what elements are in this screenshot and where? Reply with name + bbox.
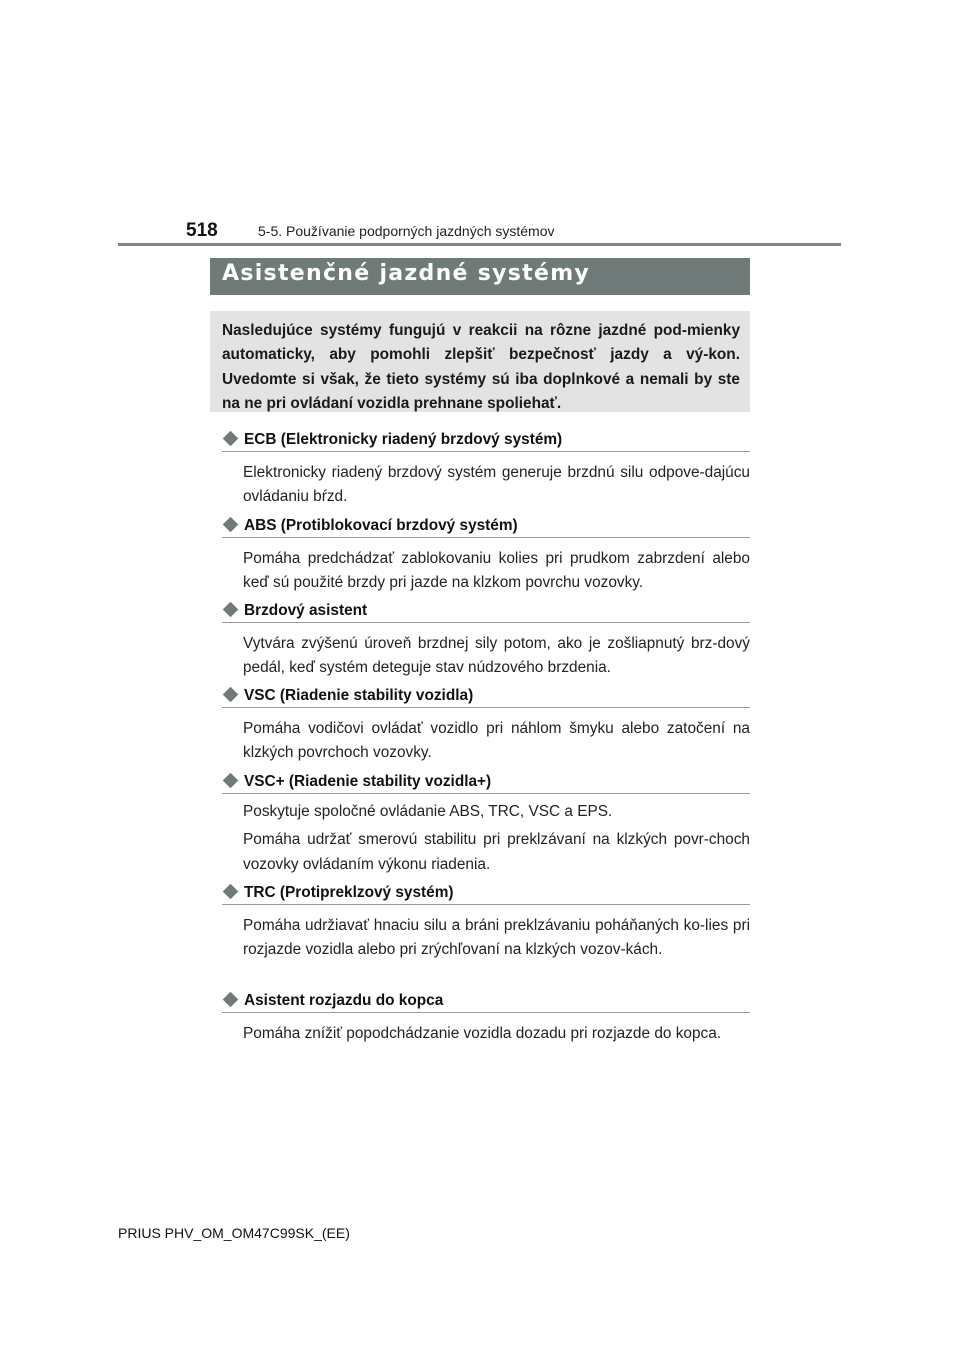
item-paragraph: Pomáha udržať smerovú stabilitu pri preklzávaní na klzkých povr-choch vozovky ovládaním výkonu riadenia. xyxy=(243,831,750,873)
footer-document-code: PRIUS PHV_OM_OM47C99SK_(EE) xyxy=(118,1225,350,1241)
item-paragraph: Pomáha udržiavať hnaciu silu a bráni preklzávaniu poháňaných ko-lies pri rozjazde vozidla alebo pri zrýchľovaní na klzkých vozov-kách. xyxy=(243,917,750,959)
item-title: ABS (Protiblokovací brzdový systém) xyxy=(244,516,518,534)
item-title: VSC+ (Riadenie stability vozidla+) xyxy=(244,772,492,790)
list-item xyxy=(222,514,750,599)
list-item xyxy=(222,989,750,1075)
diamond-bullet-icon xyxy=(223,884,239,900)
item-paragraph: Pomáha znížiť popodchádzanie vozidla dozadu pri rozjazde do kopca. xyxy=(243,1025,722,1042)
diamond-bullet-icon xyxy=(223,517,239,533)
page-number: 518 xyxy=(186,220,218,241)
title-banner xyxy=(210,258,750,295)
item-description xyxy=(222,1013,750,1046)
item-title: Brzdový asistent xyxy=(244,601,368,619)
item-title: TRC (Protipreklzový systém) xyxy=(244,883,454,901)
header-divider xyxy=(118,243,841,246)
diamond-bullet-icon xyxy=(223,687,239,703)
item-description xyxy=(222,623,750,681)
item-heading xyxy=(222,684,750,708)
systems-list xyxy=(222,428,750,1075)
item-description xyxy=(222,708,750,766)
list-item xyxy=(222,684,750,770)
item-description xyxy=(222,905,750,963)
item-heading xyxy=(222,989,750,1013)
diamond-bullet-icon xyxy=(223,602,239,618)
item-paragraph: Vytvára zvýšenú úroveň brzdnej sily potom, ako je zošliapnutý brz-dový pedál, keď systém deteguje stav núdzového brzdenia. xyxy=(243,635,750,677)
item-heading xyxy=(222,770,750,794)
diamond-bullet-icon xyxy=(223,773,239,789)
item-paragraph: Pomáha vodičovi ovládať vozidlo pri náhlom šmyku alebo zatočení na klzkých povrchoch vozovky. xyxy=(243,720,750,762)
item-title: ECB (Elektronicky riadený brzdový systém) xyxy=(244,430,563,448)
item-description xyxy=(222,794,750,877)
item-title: Asistent rozjazdu do kopca xyxy=(244,991,444,1009)
diamond-bullet-icon xyxy=(223,992,239,1008)
item-heading xyxy=(222,428,750,452)
page-title: Asistenčné jazdné systémy xyxy=(222,261,591,286)
item-heading xyxy=(222,881,750,905)
item-paragraph: Pomáha predchádzať zablokovaniu kolies pri prudkom zabrzdení alebo keď sú použité brzdy pri jazde na klzkom povrchu vozovky. xyxy=(243,550,750,592)
list-item xyxy=(222,428,750,514)
item-title: VSC (Riadenie stability vozidla) xyxy=(244,686,474,704)
section-title: 5-5. Používanie podporných jazdných systémov xyxy=(258,223,555,239)
list-item xyxy=(222,881,750,989)
item-heading xyxy=(222,599,750,623)
item-paragraph: Poskytuje spoločné ovládanie ABS, TRC, VSC a EPS. xyxy=(243,803,613,820)
item-paragraph: Elektronicky riadený brzdový systém generuje brzdnú silu odpove-dajúcu ovládaniu bŕzd. xyxy=(243,464,750,506)
item-heading xyxy=(222,514,750,538)
diamond-bullet-icon xyxy=(223,431,239,447)
list-item xyxy=(222,599,750,684)
item-description xyxy=(222,452,750,510)
list-item xyxy=(222,770,750,881)
intro-box: Nasledujúce systémy fungujú v reakcii na rôzne jazdné pod-mienky automaticky, aby pomohli zlepšiť bezpečnosť jazdy a vý-kon. Uvedomte si však, že tieto systémy sú iba doplnkové a nemali by ste na ne pri ovládaní vozidla prehnane spoliehať. xyxy=(210,311,750,412)
item-description xyxy=(222,538,750,596)
